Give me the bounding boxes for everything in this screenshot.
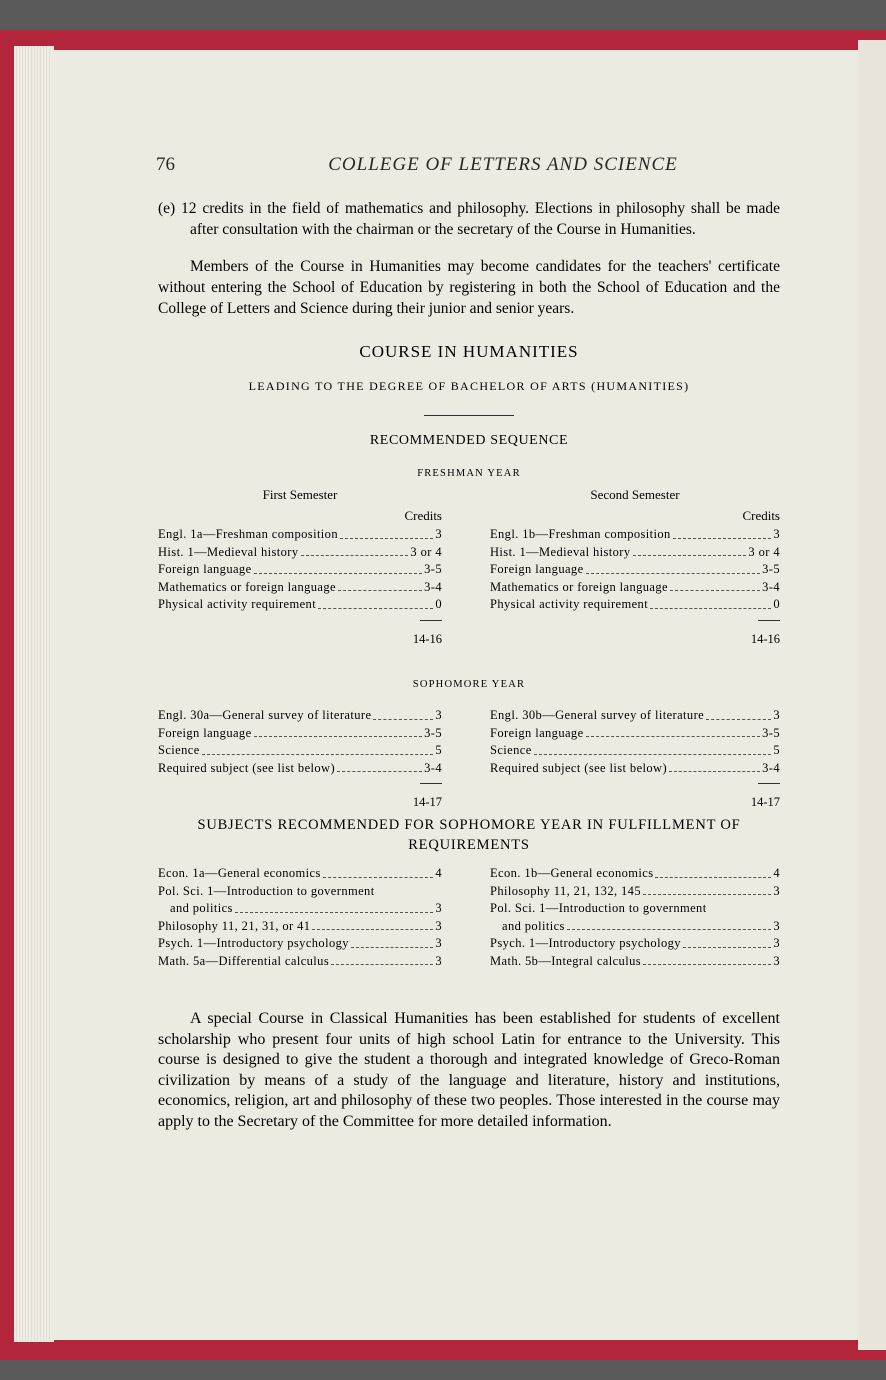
course-name: Engl. 1b—Freshman composition (490, 527, 671, 541)
sophomore-first-semester (158, 707, 442, 813)
credits-label: Credits (742, 508, 780, 523)
course-name: Mathematics or foreign language (490, 579, 668, 594)
table-row (490, 596, 780, 614)
course-name: Psych. 1—Introductory psychology (490, 936, 681, 950)
leader-dots (643, 953, 771, 966)
table-row (490, 953, 780, 971)
leader-dots (673, 526, 772, 539)
freshman-right-rows (490, 526, 780, 614)
page-edges (14, 46, 54, 1342)
course-title: COURSE IN HUMANITIES (359, 342, 579, 361)
leader-dots (373, 707, 433, 720)
table-row (158, 865, 442, 883)
first-semester-title: First Semester (262, 487, 338, 502)
course-name: Science (158, 743, 200, 757)
sophomore-left-total: 14-17 (412, 795, 442, 809)
course-name: Hist. 1—Medieval history (490, 544, 631, 559)
table-row (158, 918, 442, 936)
credit-value: 0 (773, 597, 780, 611)
freshman-year-heading: FRESHMAN YEAR (417, 468, 521, 479)
table-row (490, 544, 780, 562)
credit-value: 5 (435, 743, 442, 757)
credit-value: 3-5 (762, 562, 780, 576)
subjects-table (158, 865, 780, 1015)
credit-value: 3 (435, 708, 442, 722)
sophomore-left-rows (158, 707, 442, 777)
table-row (490, 883, 780, 901)
credit-value: 3 (773, 883, 780, 898)
leader-dots (254, 725, 423, 738)
table-row (158, 544, 442, 562)
table-row (490, 900, 780, 918)
credit-value: 5 (773, 743, 780, 757)
freshman-first-semester (158, 484, 442, 650)
table-row (158, 579, 442, 597)
credit-value: 3 (773, 918, 780, 933)
page-number: 76 (156, 154, 175, 175)
credit-value: 3 (435, 918, 442, 933)
credit-value: 3-4 (424, 579, 442, 594)
course-name: Philosophy 11, 21, 132, 145 (490, 883, 641, 898)
course-name: Foreign language (158, 562, 252, 576)
credit-value: 0 (435, 597, 442, 611)
leader-dots (586, 561, 761, 574)
sophomore-year-heading: SOPHOMORE YEAR (412, 679, 526, 690)
subjects-right (490, 865, 780, 970)
subjects-left (158, 865, 442, 970)
credit-value: 3 (773, 527, 780, 541)
sophomore-right-total: 14-17 (750, 795, 780, 809)
freshman-right-total: 14-16 (750, 631, 780, 646)
sophomore-second-semester (490, 707, 780, 813)
credit-value: 3-4 (762, 579, 780, 594)
course-name: Engl. 1a—Freshman composition (158, 527, 338, 541)
table-row (158, 561, 442, 579)
leader-dots (331, 953, 433, 966)
leader-dots (202, 742, 434, 755)
table-row (158, 900, 442, 918)
course-name: Foreign language (158, 725, 252, 740)
credit-value: 4 (773, 866, 780, 880)
credit-value: 3 or 4 (410, 544, 442, 559)
credit-value: 3-4 (424, 760, 442, 775)
table-row (490, 707, 780, 725)
total-rule (420, 620, 442, 621)
course-name: Physical activity requirement (158, 597, 317, 611)
credit-value: 3 (435, 953, 442, 968)
table-row (158, 760, 442, 778)
course-name: Science (490, 743, 532, 757)
paragraph-members: Members of the Course in Humanities may become candidates for the teachers' certificate without entering the School of Education by registering in both the School of Education and the College of Letters and Science during their junior and senior years. (158, 258, 780, 317)
course-name: Psych. 1—Introductory psychology (158, 936, 349, 950)
table-row (490, 579, 780, 597)
leader-dots (633, 544, 747, 557)
course-name: Required subject (see list below) (490, 760, 668, 775)
recommended-sequence-heading: RECOMMENDED SEQUENCE (369, 433, 569, 448)
course-name: Philosophy 11, 21, 31, or 41 (158, 918, 311, 933)
freshman-left-total: 14-16 (412, 631, 442, 646)
table-row (490, 561, 780, 579)
course-name: Required subject (see list below) (158, 760, 336, 775)
credit-value: 3 (435, 901, 442, 915)
total-rule (758, 783, 780, 784)
freshman-left-rows (158, 526, 442, 614)
leader-dots (235, 900, 434, 913)
credit-value: 3 or 4 (748, 544, 780, 559)
leader-dots (312, 918, 433, 931)
course-name: and politics (502, 918, 565, 933)
course-name: Pol. Sci. 1—Introduction to government (490, 901, 707, 915)
leader-dots (337, 760, 422, 773)
total-rule (420, 783, 442, 784)
table-row (490, 526, 780, 544)
course-name: Econ. 1a—General economics (158, 866, 321, 880)
table-row (158, 883, 442, 901)
credit-value: 3 (773, 953, 780, 968)
leader-dots (323, 865, 434, 878)
freshman-second-semester (490, 484, 780, 650)
table-row (158, 596, 442, 614)
leader-dots (338, 579, 422, 592)
table-row (158, 707, 442, 725)
subjects-heading-line-2: REQUIREMENTS (408, 837, 530, 853)
credit-value: 3-5 (424, 562, 442, 576)
leader-dots (670, 579, 760, 592)
page-header (156, 154, 810, 178)
table-row (490, 918, 780, 936)
course-name: Hist. 1—Medieval history (158, 544, 299, 559)
leader-dots (567, 918, 772, 931)
credit-value: 3-5 (762, 725, 780, 740)
leader-dots (254, 561, 423, 574)
leader-dots (340, 526, 433, 539)
course-name: Foreign language (490, 562, 584, 576)
sophomore-table (158, 707, 780, 819)
leader-dots (351, 935, 433, 948)
paragraph-e: (e) 12 credits in the field of mathematics and philosophy. Elections in philosophy shall be made after consultation with the chairman or the secretary of the Course in Humanities. (158, 200, 780, 238)
subjects-left-rows (158, 865, 442, 970)
course-name: Mathematics or foreign language (158, 579, 336, 594)
table-row (490, 725, 780, 743)
leader-dots (643, 883, 771, 896)
classical-humanities-paragraph: A special Course in Classical Humanities has been established for students of excellent scholarship who present four units of high school Latin for entrance to the University. This course is designed to give the student a thorough and integrated knowledge of Greco-Roman civilization by means of a study of the language and literature, history and institutions, economics, religion, art and philosophy of these two peoples. Those interested in the course may apply to the Secretary of the Committee for more detailed information. (158, 1010, 780, 1130)
table-row (158, 526, 442, 544)
course-name: and politics (170, 901, 233, 915)
course-name: Math. 5a—Differential calculus (158, 953, 330, 968)
divider-rule (424, 415, 514, 416)
degree-line: LEADING TO THE DEGREE OF BACHELOR OF ARTS (HUMANITIES) (248, 379, 690, 393)
leader-dots (301, 544, 409, 557)
credit-value: 3 (773, 936, 780, 950)
subjects-right-rows (490, 865, 780, 970)
course-name: Engl. 30a—General survey of literature (158, 708, 372, 722)
course-name: Pol. Sci. 1—Introduction to government (158, 883, 375, 898)
table-row (490, 760, 780, 778)
total-rule (758, 620, 780, 621)
leader-dots (534, 742, 772, 755)
table-row (490, 742, 780, 760)
leader-dots (683, 935, 771, 948)
table-row (490, 865, 780, 883)
credit-value: 3 (773, 708, 780, 722)
leader-dots (706, 707, 771, 720)
leader-dots (586, 725, 761, 738)
subjects-heading-line-1: SUBJECTS RECOMMENDED FOR SOPHOMORE YEAR IN FULFILLMENT OF (197, 817, 741, 833)
table-row (490, 935, 780, 953)
credit-value: 4 (435, 866, 442, 880)
course-name: Physical activity requirement (490, 597, 649, 611)
course-name: Math. 5b—Integral calculus (490, 953, 641, 968)
credit-value: 3 (435, 527, 442, 541)
course-name: Econ. 1b—General economics (490, 866, 654, 880)
credit-value: 3 (435, 936, 442, 950)
freshman-table (158, 484, 780, 662)
table-row (158, 725, 442, 743)
table-row (158, 742, 442, 760)
facing-page-strip (858, 40, 886, 1350)
course-name: Foreign language (490, 725, 584, 740)
course-name: Engl. 30b—General survey of literature (490, 708, 705, 722)
table-row (158, 935, 442, 953)
leader-dots (655, 865, 771, 878)
running-title: COLLEGE OF LETTERS AND SCIENCE (328, 154, 678, 175)
leader-dots (650, 596, 771, 609)
leader-dots (669, 760, 760, 773)
credit-value: 3-4 (762, 760, 780, 775)
credits-label: Credits (404, 508, 442, 523)
page-content (158, 198, 780, 1132)
table-row (158, 953, 442, 971)
credit-value: 3-5 (424, 725, 442, 740)
sophomore-right-rows (490, 707, 780, 777)
second-semester-title: Second Semester (590, 487, 680, 502)
leader-dots (318, 596, 433, 609)
